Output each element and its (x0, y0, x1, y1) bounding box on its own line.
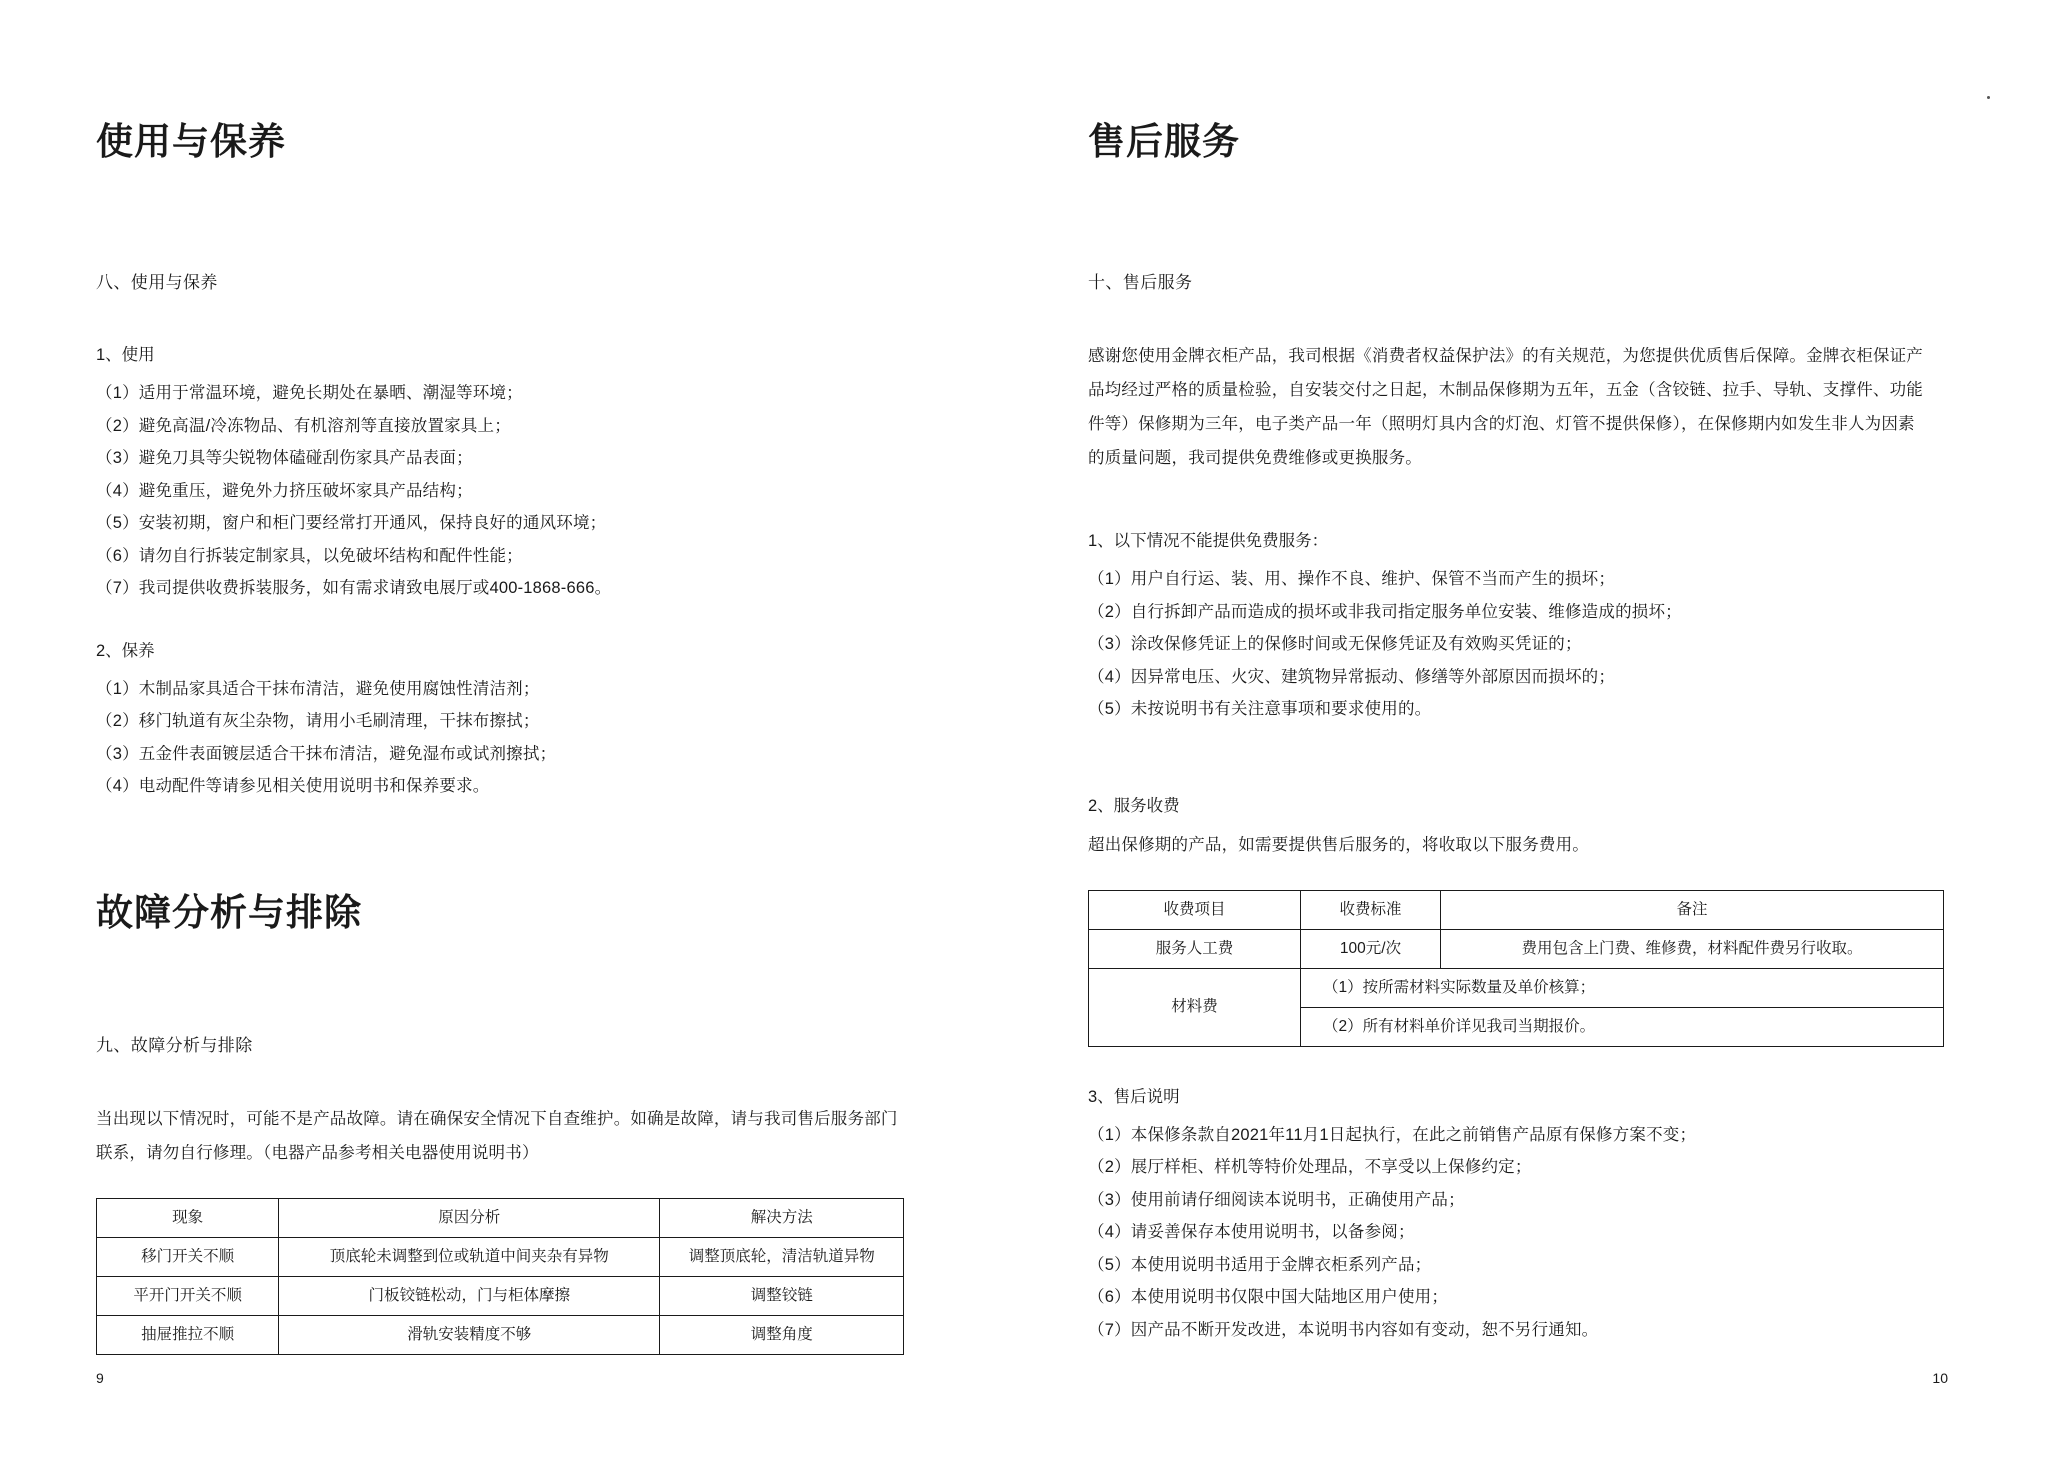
table-cell: 顶底轮未调整到位或轨道中间夹杂有异物 (279, 1238, 660, 1277)
table-cell: 费用包含上门费、维修费，材料配件费另行收取。 (1441, 929, 1944, 968)
page-right (1024, 0, 2048, 1464)
table-header-cell: 收费项目 (1089, 890, 1301, 929)
list-item: （5）本使用说明书适用于金牌衣柜系列产品； (1088, 1255, 1432, 1274)
list-item: （4）请妥善保存本使用说明书，以备参阅； (1088, 1223, 1415, 1242)
list-item: （1）木制品家具适合干抹布清洁，避免使用腐蚀性清洁剂； (96, 679, 540, 698)
table-cell: 抽屉推拉不顺 (97, 1316, 279, 1355)
paragraph-service-fee-intro: 超出保修期的产品，如需要提供售后服务的，将收取以下服务费用。 (1088, 835, 1589, 854)
table-cell: 平开门开关不顺 (97, 1277, 279, 1316)
list-item: （1）适用于常温环境，避免长期处在暴晒、潮湿等环境； (96, 384, 523, 403)
list-item: （4）电动配件等请参见相关使用说明书和保养要求。 (96, 777, 490, 796)
service-fee-table (1088, 890, 1944, 1047)
subheading-maintain: 2、保养 (96, 641, 155, 660)
table-cell: 调整铰链 (660, 1277, 904, 1316)
list-use (96, 377, 904, 605)
table-cell: （2）所有材料单价详见我司当期报价。 (1301, 1007, 1944, 1046)
corner-dot-mark (1987, 96, 1990, 99)
page-title-left: 使用与保养 (96, 121, 286, 162)
list-item: （3）使用前请仔细阅读本说明书，正确使用产品； (1088, 1190, 1465, 1209)
table-header-cell: 原因分析 (279, 1199, 660, 1238)
page-number-right: 10 (1932, 1370, 1948, 1386)
list-item: （2）展厅样柜、样机等特价处理品，不享受以上保修约定； (1088, 1158, 1532, 1177)
table-cell: 滑轨安装精度不够 (279, 1316, 660, 1355)
table-row (1089, 968, 1944, 1007)
paragraph-fault-intro: 当出现以下情况时，可能不是产品故障。请在确保安全情况下自查维护。如确是故障，请与我司售后服务部门联系，请勿自行修理。（电器产品参考相关电器使用说明书） (96, 1110, 898, 1163)
table-row (97, 1238, 904, 1277)
list-item: （1）本保修条款自2021年11月1日起执行，在此之前销售产品原有保修方案不变； (1088, 1125, 1697, 1144)
list-after-sales-notes (1088, 1119, 1928, 1347)
table-cell: 调整顶底轮，清洁轨道异物 (660, 1238, 904, 1277)
list-item: （3）五金件表面镀层适合干抹布清洁，避免湿布或试剂擦拭； (96, 744, 557, 763)
fault-analysis-table (96, 1198, 904, 1355)
heading-section-nine: 九、故障分析与排除 (96, 1036, 253, 1056)
table-cell: 移门开关不顺 (97, 1238, 279, 1277)
list-item: （7）因产品不断开发改进，本说明书内容如有变动，恕不另行通知。 (1088, 1320, 1599, 1339)
subheading-use: 1、使用 (96, 346, 155, 365)
heading-section-eight: 八、使用与保养 (96, 273, 218, 293)
list-item: （2）避免高温/冷冻物品、有机溶剂等直接放置家具上； (96, 416, 511, 435)
list-item: （1）用户自行运、装、用、操作不良、维护、保管不当而产生的损坏； (1088, 570, 1616, 589)
list-item: （2）自行拆卸产品而造成的损坏或非我司指定服务单位安装、维修造成的损坏； (1088, 602, 1682, 621)
table-header-cell: 现象 (97, 1199, 279, 1238)
list-item: （4）因异常电压、火灾、建筑物异常振动、修缮等外部原因而损坏的； (1088, 667, 1616, 686)
table-cell: 调整角度 (660, 1316, 904, 1355)
table-header-row (1089, 890, 1944, 929)
subheading-no-free-service: 1、以下情况不能提供免费服务： (1088, 532, 1329, 551)
table-cell: 100元/次 (1301, 929, 1441, 968)
table-row (97, 1316, 904, 1355)
list-item: （3）涂改保修凭证上的保修时间或无保修凭证及有效购买凭证的； (1088, 635, 1582, 654)
list-item: （5）安装初期，窗户和柜门要经常打开通风，保持良好的通风环境； (96, 514, 607, 533)
list-item: （6）本使用说明书仅限中国大陆地区用户使用； (1088, 1288, 1449, 1307)
subheading-service-fee: 2、服务收费 (1088, 796, 1180, 815)
page-title-right: 售后服务 (1088, 121, 1240, 162)
list-no-free-service (1088, 563, 1928, 726)
subheading-after-sales-notes: 3、售后说明 (1088, 1087, 1180, 1106)
list-item: （6）请勿自行拆装定制家具，以免破坏结构和配件性能； (96, 546, 523, 565)
list-item: （3）避免刀具等尖锐物体磕碰刮伤家具产品表面； (96, 449, 473, 468)
list-maintain (96, 673, 904, 803)
table-header-row (97, 1199, 904, 1238)
list-item: （7）我司提供收费拆装服务，如有需求请致电展厅或400-1868-666。 (96, 579, 612, 598)
table-cell: 门板铰链松动，门与柜体摩擦 (279, 1277, 660, 1316)
table-row (1089, 929, 1944, 968)
table-cell: （1）按所需材料实际数量及单价核算； (1301, 968, 1944, 1007)
list-item: （4）避免重压，避免外力挤压破坏家具产品结构； (96, 481, 473, 500)
paragraph-warranty-intro: 感谢您使用金牌衣柜产品，我司根据《消费者权益保护法》的有关规范，为您提供优质售后保障。金牌衣柜保证产品均经过严格的质量检验，自安装交付之日起，木制品保修期为五年，五金（含铰链、拉手、导轨、支撑件、功能件等）保修期为三年，电子类产品一年（照明灯具内含的灯泡、灯管不提供保修），在保修期内如发生非人为因素的质量问题，我司提供免费维修或更换服务。 (1088, 347, 1923, 468)
table-header-cell: 解决方法 (660, 1199, 904, 1238)
heading-section-ten: 十、售后服务 (1088, 273, 1193, 293)
table-row (97, 1277, 904, 1316)
list-item: （5）未按说明书有关注意事项和要求使用的。 (1088, 700, 1432, 719)
list-item: （2）移门轨道有灰尘杂物，请用小毛刷清理，干抹布擦拭； (96, 712, 540, 731)
table-header-cell: 备注 (1441, 890, 1944, 929)
table-header-cell: 收费标准 (1301, 890, 1441, 929)
page-title-left-second: 故障分析与排除 (96, 891, 362, 933)
page-number-left: 9 (96, 1370, 104, 1386)
table-cell: 服务人工费 (1089, 929, 1301, 968)
table-cell-material-fee: 材料费 (1089, 968, 1301, 1046)
